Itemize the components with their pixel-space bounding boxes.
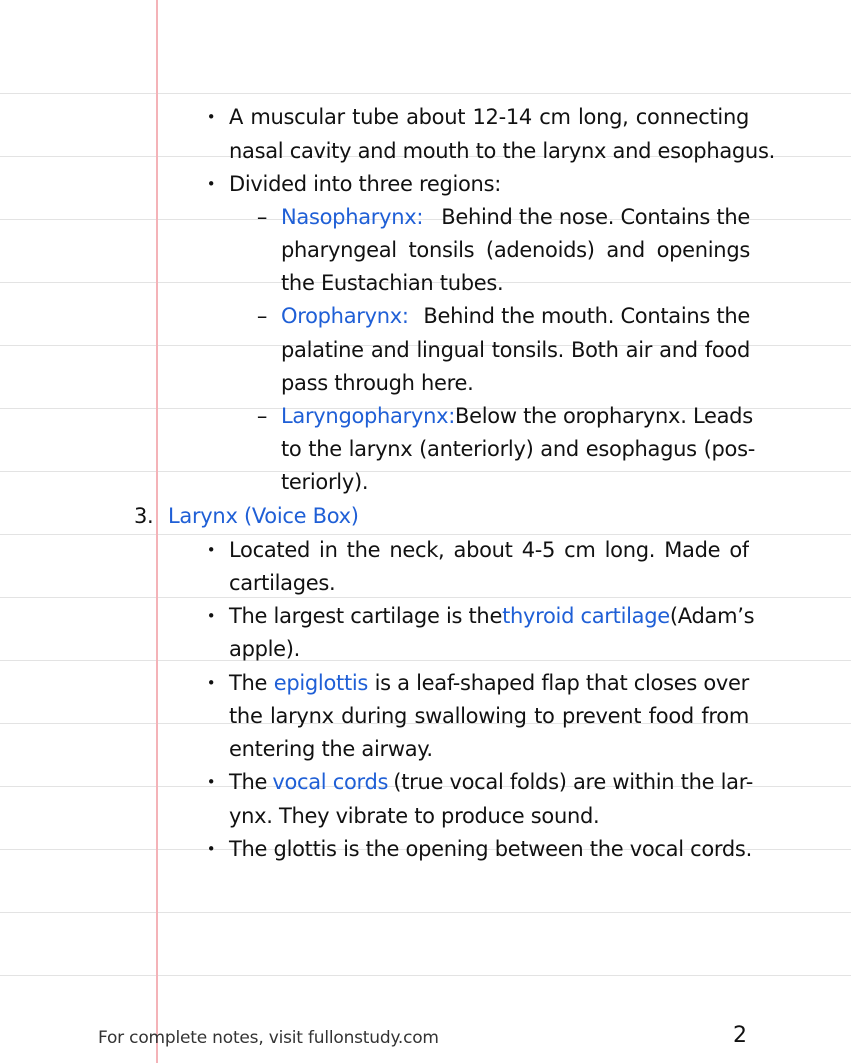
bullet-term: thyroid cartilage [502, 604, 670, 628]
region-text: Behind the nose. Contains the [441, 205, 750, 229]
bullet-text-line: A muscular tube about 12-14 cm long, connecting [229, 105, 749, 129]
bullet-text-line: ynx. They vibrate to produce sound. [229, 804, 600, 828]
region-text-line: to the larynx (anteriorly) and esophagus (pos- [281, 437, 755, 461]
region-term: Laryngopharynx: [281, 404, 456, 428]
section-number: 3. [134, 504, 154, 528]
region-term: Nasopharynx: [281, 205, 424, 229]
bullet-text-line [229, 667, 749, 700]
margin-line [156, 0, 158, 1063]
bullet-term: epiglottis [273, 671, 369, 695]
bullet-text-line: apple). [229, 637, 301, 661]
region-text: Below the oropharynx. Leads [455, 404, 753, 428]
bullet-text: (true vocal folds) are within the lar- [393, 770, 753, 794]
region-text-line: teriorly). [281, 470, 369, 494]
bullet-text: The [229, 770, 268, 794]
section-title: Larynx (Voice Box) [168, 504, 359, 528]
bullet-marker: • [206, 674, 216, 692]
region-text-line: palatine and lingual tonsils. Both air and food [281, 338, 750, 362]
ruled-line [0, 597, 851, 598]
ruled-line [0, 660, 851, 661]
bullet-text-line: cartilages. [229, 571, 336, 595]
bullet-marker: • [206, 607, 216, 625]
bullet-text-line: Located in the neck, about 4-5 cm long. Made of [229, 538, 749, 562]
region-text-line: pharyngeal tonsils (adenoids) and openings [281, 238, 750, 262]
bullet-text-line: entering the airway. [229, 737, 433, 761]
region-first-line [281, 201, 750, 234]
region-term: Oropharynx: [281, 304, 409, 328]
ruled-line [0, 471, 851, 472]
bullet-marker: • [206, 541, 216, 559]
bullet-term: vocal cords [272, 770, 389, 794]
footer-link-text: For complete notes, visit fullonstudy.com [98, 1028, 439, 1048]
region-first-line [281, 400, 753, 433]
dash-marker: – [256, 304, 268, 328]
bullet-text-line: the larynx during swallowing to prevent food from [229, 704, 749, 728]
region-first-line [281, 300, 750, 333]
bullet-text: is a leaf-shaped flap that closes over [374, 671, 749, 695]
bullet-marker: • [206, 108, 216, 126]
bullet-marker: • [206, 773, 216, 791]
bullet-text-line [229, 600, 755, 633]
region-text-line: the Eustachian tubes. [281, 271, 504, 295]
bullet-text-line: nasal cavity and mouth to the larynx and esophagus. [229, 139, 775, 163]
bullet-text-line [229, 766, 753, 799]
region-text: Behind the mouth. Contains the [423, 304, 750, 328]
page-number: 2 [733, 1023, 747, 1048]
region-text-line: pass through here. [281, 371, 474, 395]
bullet-text: The largest cartilage is the [229, 604, 503, 628]
dash-marker: – [256, 205, 268, 229]
ruled-line [0, 975, 851, 976]
dash-marker: – [256, 404, 268, 428]
bullet-marker: • [206, 175, 216, 193]
bullet-text-line: Divided into three regions: [229, 172, 501, 196]
ruled-line [0, 912, 851, 913]
ruled-line [0, 93, 851, 94]
bullet-text-line: The glottis is the opening between the vocal cords. [229, 837, 752, 861]
bullet-text: The [229, 671, 268, 695]
bullet-marker: • [206, 840, 216, 858]
bullet-text: (Adam’s [669, 604, 755, 628]
